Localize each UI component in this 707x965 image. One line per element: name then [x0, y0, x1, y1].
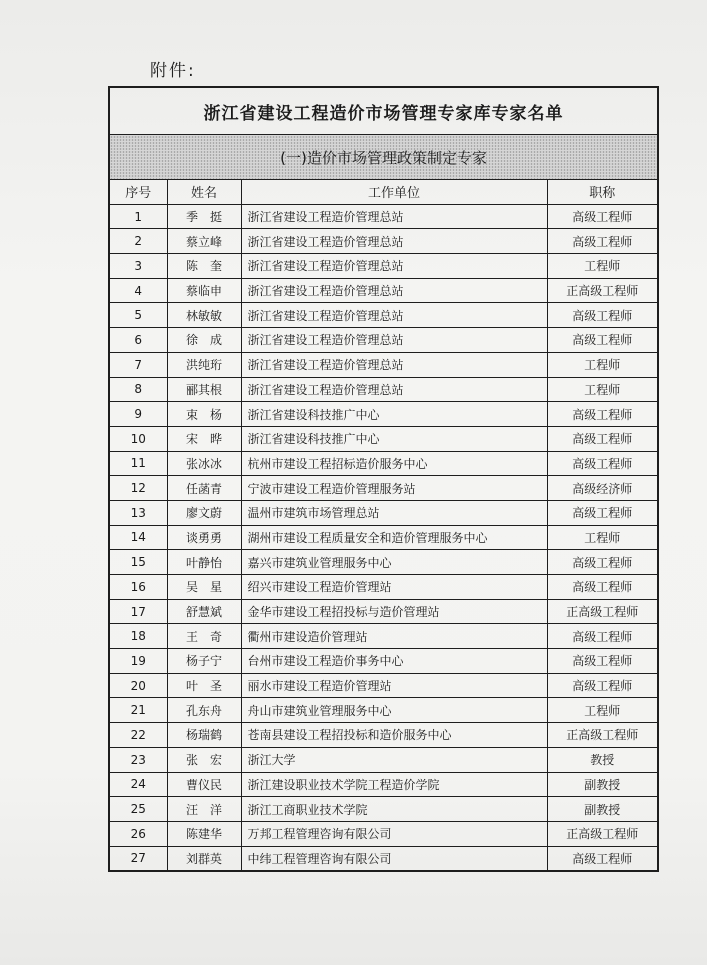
cell-name: 叶 圣: [167, 673, 241, 698]
cell-title: 正高级工程师: [547, 278, 658, 303]
cell-unit: 绍兴市建设工程造价管理站: [241, 575, 547, 600]
cell-no: 3: [109, 254, 167, 279]
table-row: [109, 673, 658, 698]
cell-title: 高级工程师: [547, 426, 658, 451]
table-row: [109, 821, 658, 846]
cell-name: 任菡青: [167, 476, 241, 501]
cell-no: 4: [109, 278, 167, 303]
table-row: [109, 204, 658, 229]
cell-title: 副教授: [547, 772, 658, 797]
table-title: 浙江省建设工程造价市场管理专家库专家名单: [109, 87, 658, 135]
table-row: [109, 599, 658, 624]
cell-unit: 浙江大学: [241, 747, 547, 772]
header-title: 职称: [547, 180, 658, 205]
table-row: [109, 550, 658, 575]
cell-no: 13: [109, 500, 167, 525]
header-name: 姓名: [167, 180, 241, 205]
table-row: [109, 229, 658, 254]
cell-name: 吴 星: [167, 575, 241, 600]
table-row: [109, 772, 658, 797]
cell-no: 19: [109, 649, 167, 674]
cell-no: 5: [109, 303, 167, 328]
cell-no: 14: [109, 525, 167, 550]
cell-title: 工程师: [547, 377, 658, 402]
header-no: 序号: [109, 180, 167, 205]
cell-unit: 温州市建筑市场管理总站: [241, 500, 547, 525]
cell-unit: 浙江省建设工程造价管理总站: [241, 328, 547, 353]
cell-name: 谈勇勇: [167, 525, 241, 550]
cell-no: 2: [109, 229, 167, 254]
table-row: [109, 303, 658, 328]
cell-name: 刘群英: [167, 846, 241, 871]
cell-unit: 浙江建设职业技术学院工程造价学院: [241, 772, 547, 797]
cell-name: 汪 洋: [167, 797, 241, 822]
cell-name: 洪纯珩: [167, 352, 241, 377]
table-row: [109, 254, 658, 279]
cell-name: 束 杨: [167, 402, 241, 427]
table-row: [109, 328, 658, 353]
table-row: [109, 451, 658, 476]
cell-unit: 金华市建设工程招投标与造价管理站: [241, 599, 547, 624]
cell-unit: 苍南县建设工程招投标和造价服务中心: [241, 723, 547, 748]
cell-name: 陈 奎: [167, 254, 241, 279]
cell-unit: 丽水市建设工程造价管理站: [241, 673, 547, 698]
table-row: [109, 698, 658, 723]
section-title: (一)造价市场管理政策制定专家: [109, 135, 658, 180]
cell-title: 高级工程师: [547, 229, 658, 254]
cell-no: 23: [109, 747, 167, 772]
cell-name: 孔东舟: [167, 698, 241, 723]
cell-no: 15: [109, 550, 167, 575]
cell-title: 高级工程师: [547, 500, 658, 525]
cell-name: 张 宏: [167, 747, 241, 772]
cell-no: 8: [109, 377, 167, 402]
cell-name: 舒慧斌: [167, 599, 241, 624]
cell-name: 陈建华: [167, 821, 241, 846]
cell-title: 高级工程师: [547, 624, 658, 649]
table-row: [109, 747, 658, 772]
cell-unit: 台州市建设工程造价事务中心: [241, 649, 547, 674]
cell-title: 高级工程师: [547, 402, 658, 427]
cell-title: 高级工程师: [547, 575, 658, 600]
cell-title: 正高级工程师: [547, 723, 658, 748]
cell-no: 25: [109, 797, 167, 822]
cell-title: 高级工程师: [547, 846, 658, 871]
cell-no: 22: [109, 723, 167, 748]
cell-unit: 中纬工程管理咨询有限公司: [241, 846, 547, 871]
cell-unit: 浙江省建设工程造价管理总站: [241, 204, 547, 229]
cell-name: 蔡临申: [167, 278, 241, 303]
cell-title: 高级经济师: [547, 476, 658, 501]
cell-unit: 衢州市建设造价管理站: [241, 624, 547, 649]
table-body: [109, 204, 658, 871]
cell-unit: 浙江省建设工程造价管理总站: [241, 229, 547, 254]
cell-no: 24: [109, 772, 167, 797]
table-row: [109, 352, 658, 377]
cell-unit: 万邦工程管理咨询有限公司: [241, 821, 547, 846]
expert-roster-table: [108, 86, 659, 872]
cell-name: 郦其根: [167, 377, 241, 402]
cell-name: 张冰冰: [167, 451, 241, 476]
table-row: [109, 525, 658, 550]
cell-unit: 宁波市建设工程造价管理服务站: [241, 476, 547, 501]
cell-name: 宋 晔: [167, 426, 241, 451]
cell-no: 11: [109, 451, 167, 476]
attachment-label: 附件:: [150, 61, 196, 81]
table-row: [109, 624, 658, 649]
cell-unit: 浙江工商职业技术学院: [241, 797, 547, 822]
table-row: [109, 377, 658, 402]
cell-no: 16: [109, 575, 167, 600]
table-row: [109, 575, 658, 600]
cell-name: 曹仪民: [167, 772, 241, 797]
cell-name: 王 奇: [167, 624, 241, 649]
cell-no: 9: [109, 402, 167, 427]
cell-title: 教授: [547, 747, 658, 772]
cell-name: 林敏敏: [167, 303, 241, 328]
cell-title: 工程师: [547, 254, 658, 279]
cell-no: 26: [109, 821, 167, 846]
cell-unit: 嘉兴市建筑业管理服务中心: [241, 550, 547, 575]
table-row: [109, 426, 658, 451]
header-unit: 工作单位: [241, 180, 547, 205]
cell-title: 副教授: [547, 797, 658, 822]
cell-title: 工程师: [547, 698, 658, 723]
cell-unit: 浙江省建设科技推广中心: [241, 426, 547, 451]
cell-unit: 浙江省建设工程造价管理总站: [241, 254, 547, 279]
cell-name: 杨子宁: [167, 649, 241, 674]
cell-unit: 杭州市建设工程招标造价服务中心: [241, 451, 547, 476]
cell-unit: 浙江省建设工程造价管理总站: [241, 278, 547, 303]
cell-title: 正高级工程师: [547, 599, 658, 624]
cell-title: 高级工程师: [547, 451, 658, 476]
cell-unit: 湖州市建设工程质量安全和造价管理服务中心: [241, 525, 547, 550]
cell-name: 叶静怡: [167, 550, 241, 575]
cell-title: 工程师: [547, 525, 658, 550]
table-row: [109, 649, 658, 674]
cell-unit: 舟山市建筑业管理服务中心: [241, 698, 547, 723]
cell-unit: 浙江省建设工程造价管理总站: [241, 352, 547, 377]
cell-title: 高级工程师: [547, 204, 658, 229]
cell-title: 高级工程师: [547, 673, 658, 698]
cell-no: 6: [109, 328, 167, 353]
cell-name: 徐 成: [167, 328, 241, 353]
table-row: [109, 846, 658, 871]
cell-no: 18: [109, 624, 167, 649]
cell-name: 杨瑞鹤: [167, 723, 241, 748]
cell-title: 正高级工程师: [547, 821, 658, 846]
cell-no: 21: [109, 698, 167, 723]
cell-name: 季 挺: [167, 204, 241, 229]
table-row: [109, 278, 658, 303]
table-row: [109, 723, 658, 748]
cell-name: 蔡立峰: [167, 229, 241, 254]
table-row: [109, 500, 658, 525]
cell-unit: 浙江省建设工程造价管理总站: [241, 377, 547, 402]
cell-no: 1: [109, 204, 167, 229]
cell-no: 27: [109, 846, 167, 871]
cell-name: 廖文蔚: [167, 500, 241, 525]
table-row: [109, 402, 658, 427]
table-header-row: [109, 180, 658, 205]
table-row: [109, 476, 658, 501]
table-row: [109, 797, 658, 822]
cell-unit: 浙江省建设科技推广中心: [241, 402, 547, 427]
cell-no: 17: [109, 599, 167, 624]
cell-no: 10: [109, 426, 167, 451]
cell-title: 高级工程师: [547, 328, 658, 353]
cell-title: 工程师: [547, 352, 658, 377]
cell-unit: 浙江省建设工程造价管理总站: [241, 303, 547, 328]
cell-title: 高级工程师: [547, 550, 658, 575]
cell-title: 高级工程师: [547, 649, 658, 674]
cell-no: 7: [109, 352, 167, 377]
cell-no: 12: [109, 476, 167, 501]
cell-no: 20: [109, 673, 167, 698]
cell-title: 高级工程师: [547, 303, 658, 328]
